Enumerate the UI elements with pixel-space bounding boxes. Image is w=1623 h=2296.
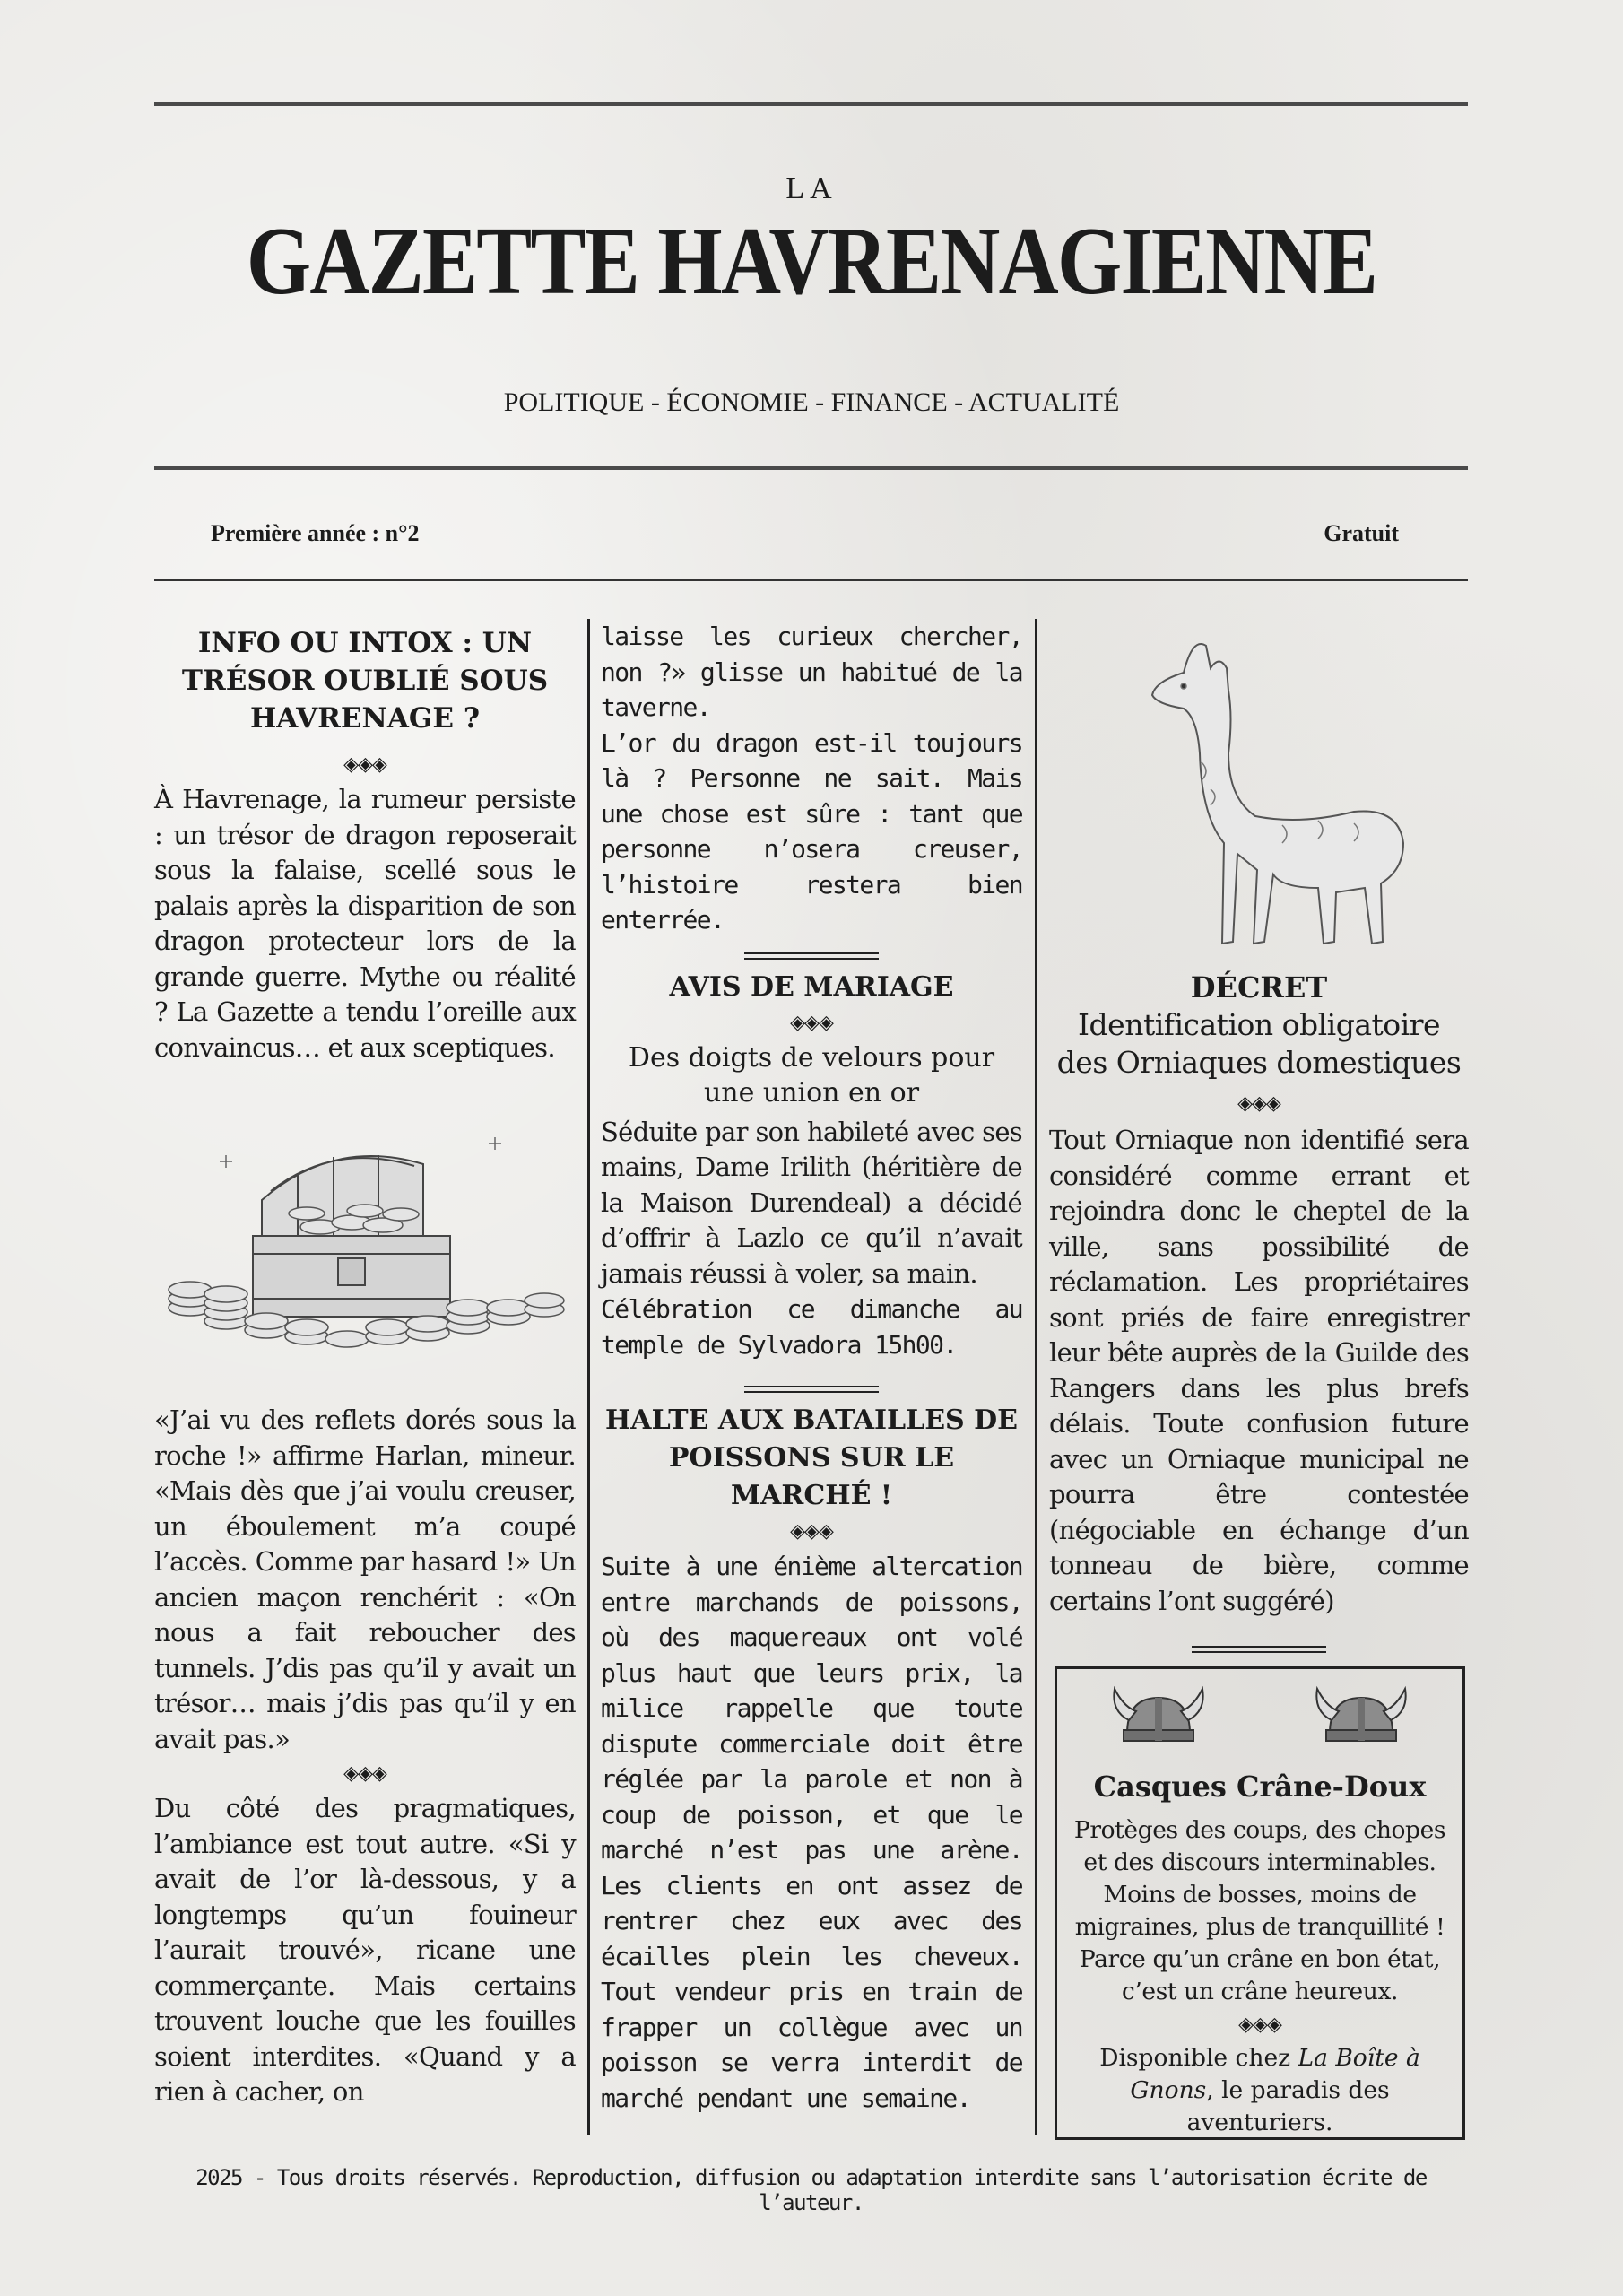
ad-availability <box>1075 2042 1445 2139</box>
treasure-pragmatic: Du côté des pragmatiques, l’ambiance est tout autre. «Si y avait de l’or là-dessous, y a longtemps qu’un fouineur l’aurait trouvé», ricane une commerçante. Mais certains trouvent louche que les fouilles soient interdites. «Quand y a rien à cacher, on <box>154 1793 576 2107</box>
section-divider <box>744 952 879 960</box>
masthead-title: GAZETTE HAVRENAGIENNE <box>246 208 1377 315</box>
column-separator <box>1035 619 1037 2135</box>
treasure-headline: INFO OU INTOX : UN TRÉSOR OUBLIÉ SOUS HAVRENAGE ? <box>181 627 549 735</box>
decree-headline: DÉCRET <box>1190 970 1328 1004</box>
decree-body: Tout Orniaque non identifié sera considéré comme errant et rejoindra donc le cheptel de la ville, sans possibilité de réclamation. Les propriétaires sont priés de faire enregistrer leur bête auprès de la Guilde des Rangers dans les plus brefs délais. Toute confusion future avec un Orniaque municipal ne pourra être contestée (négociable en échange d’un tonneau de bière, comme certains l’ont suggéré) <box>1049 1125 1469 1616</box>
marriage-celebration: Célébration ce dimanche au temple de Sylvadora 15h00. <box>601 1294 1022 1360</box>
marriage-subhead: Des doigts de velours pour une union en or <box>628 1041 995 1109</box>
ad-avail-post: , le paradis des aventuriers. <box>1186 2076 1390 2136</box>
price-label: Gratuit <box>1324 520 1399 546</box>
issue-number: Première année : n°2 <box>211 520 420 546</box>
ad-icons <box>1057 1680 1462 1761</box>
section-divider <box>1192 1646 1326 1653</box>
ad-shop-name: La Boîte à Gnons <box>1130 2044 1420 2104</box>
fish-headline: HALTE AUX BATAILLES DE POISSONS SUR LE MARCHÉ ! <box>604 1405 1019 1511</box>
ad-avail-pre: Disponible chez <box>1099 2044 1298 2072</box>
column-separator <box>587 619 590 2135</box>
treasure-chest-illustration <box>154 1101 576 1379</box>
top-rule <box>154 102 1468 106</box>
masthead-subtitle: POLITIQUE - ÉCONOMIE - FINANCE - ACTUALITÉ <box>503 387 1120 417</box>
masthead-pre-title: LA <box>785 172 838 205</box>
treasure-conclusion: L’or du dragon est-il toujours là ? Personne ne sait. Mais une chose est sûre : tant que personne n’osera creuser, l’histoire restera bien enterrée. <box>601 727 1022 935</box>
masthead-bottom-rule <box>154 466 1468 470</box>
ornament-divider: ◈◈◈ <box>343 753 386 776</box>
column-right <box>1049 619 1469 1662</box>
ornament-divider: ◈◈◈ <box>1237 1092 1280 1115</box>
ornique-llama-illustration <box>1049 619 1469 969</box>
viking-helmet-icon <box>1109 1680 1208 1761</box>
treasure-continued: laisse les curieux chercher, non ?» glisse un habitué de la taverne. <box>601 622 1022 722</box>
marriage-headline: AVIS DE MARIAGE <box>669 970 954 1003</box>
decree-subhead: Identification obligatoire des Orniaques domestiques <box>1056 1007 1462 1080</box>
footer-copyright: 2025 - Tous droits réservés. Reproduction, diffusion ou adaptation interdite sans l’autorisation écrite de l’auteur. <box>195 2165 1427 2215</box>
ornament-divider: ◈◈◈ <box>343 1762 386 1785</box>
section-divider <box>744 1386 879 1393</box>
header-rule <box>154 579 1468 581</box>
treasure-intro: À Havrenage, la rumeur persiste : un trésor de dragon reposerait sous la falaise, scellé sous le palais après la disparition de son dragon protecteur lors de la grande guerre. Mythe ou réalité ? La Gazette a tendu l’oreille aux convaincus… et aux sceptiques. <box>154 784 576 1063</box>
ornament-divider: ◈◈◈ <box>1238 2013 1281 2036</box>
ornament-divider: ◈◈◈ <box>790 1011 833 1034</box>
marriage-body: Séduite par son habileté avec ses mains, Dame Irilith (héritière de la Maison Durendeal) a décidé d’offrir à Lazlo ce qu’il n’avait jamais réussi à voler, sa main. <box>601 1116 1022 1289</box>
ad-body: Protèges des coups, des chopes et des discours interminables. Moins de bosses, moins de migraines, plus de tranquillité ! Parce qu’un crâne en bon état, c’est un crâne heureux. <box>1073 1816 1446 2005</box>
helmet-advertisement <box>1055 1666 1465 2140</box>
ornament-divider: ◈◈◈ <box>790 1520 833 1543</box>
ad-title: Casques Crâne-Doux <box>1093 1770 1427 1804</box>
treasure-quote: «J’ai vu des reflets dorés sous la roche !» affirme Harlan, mineur. «Mais dès que j’ai voulu creuser, un éboulement m’a coupé l’accès. Comme par hasard !» Un ancien maçon renchérit : «On nous a fait reboucher des tunnels. J’dis pas qu’il y avait un trésor… mais j’dis pas qu’il y en avait pas.» <box>154 1405 576 1754</box>
column-middle <box>601 619 1022 2116</box>
article-treasure <box>154 619 576 2110</box>
viking-helmet-icon <box>1312 1680 1410 1761</box>
fish-body: Suite à une énième altercation entre marchands de poissons, où des maquereaux ont volé plus haut que leurs prix, la milice rappelle que toute dispute commerciale doit être réglée par la parole et non à coup de poisson, et que le marché n’est pas une arène. Les clients en ont assez de rentrer chez eux avec des écailles plein les cheveux. Tout vendeur pris en train de frapper un collègue avec un poisson se verra interdit de marché pendant une semaine. <box>601 1552 1022 2113</box>
